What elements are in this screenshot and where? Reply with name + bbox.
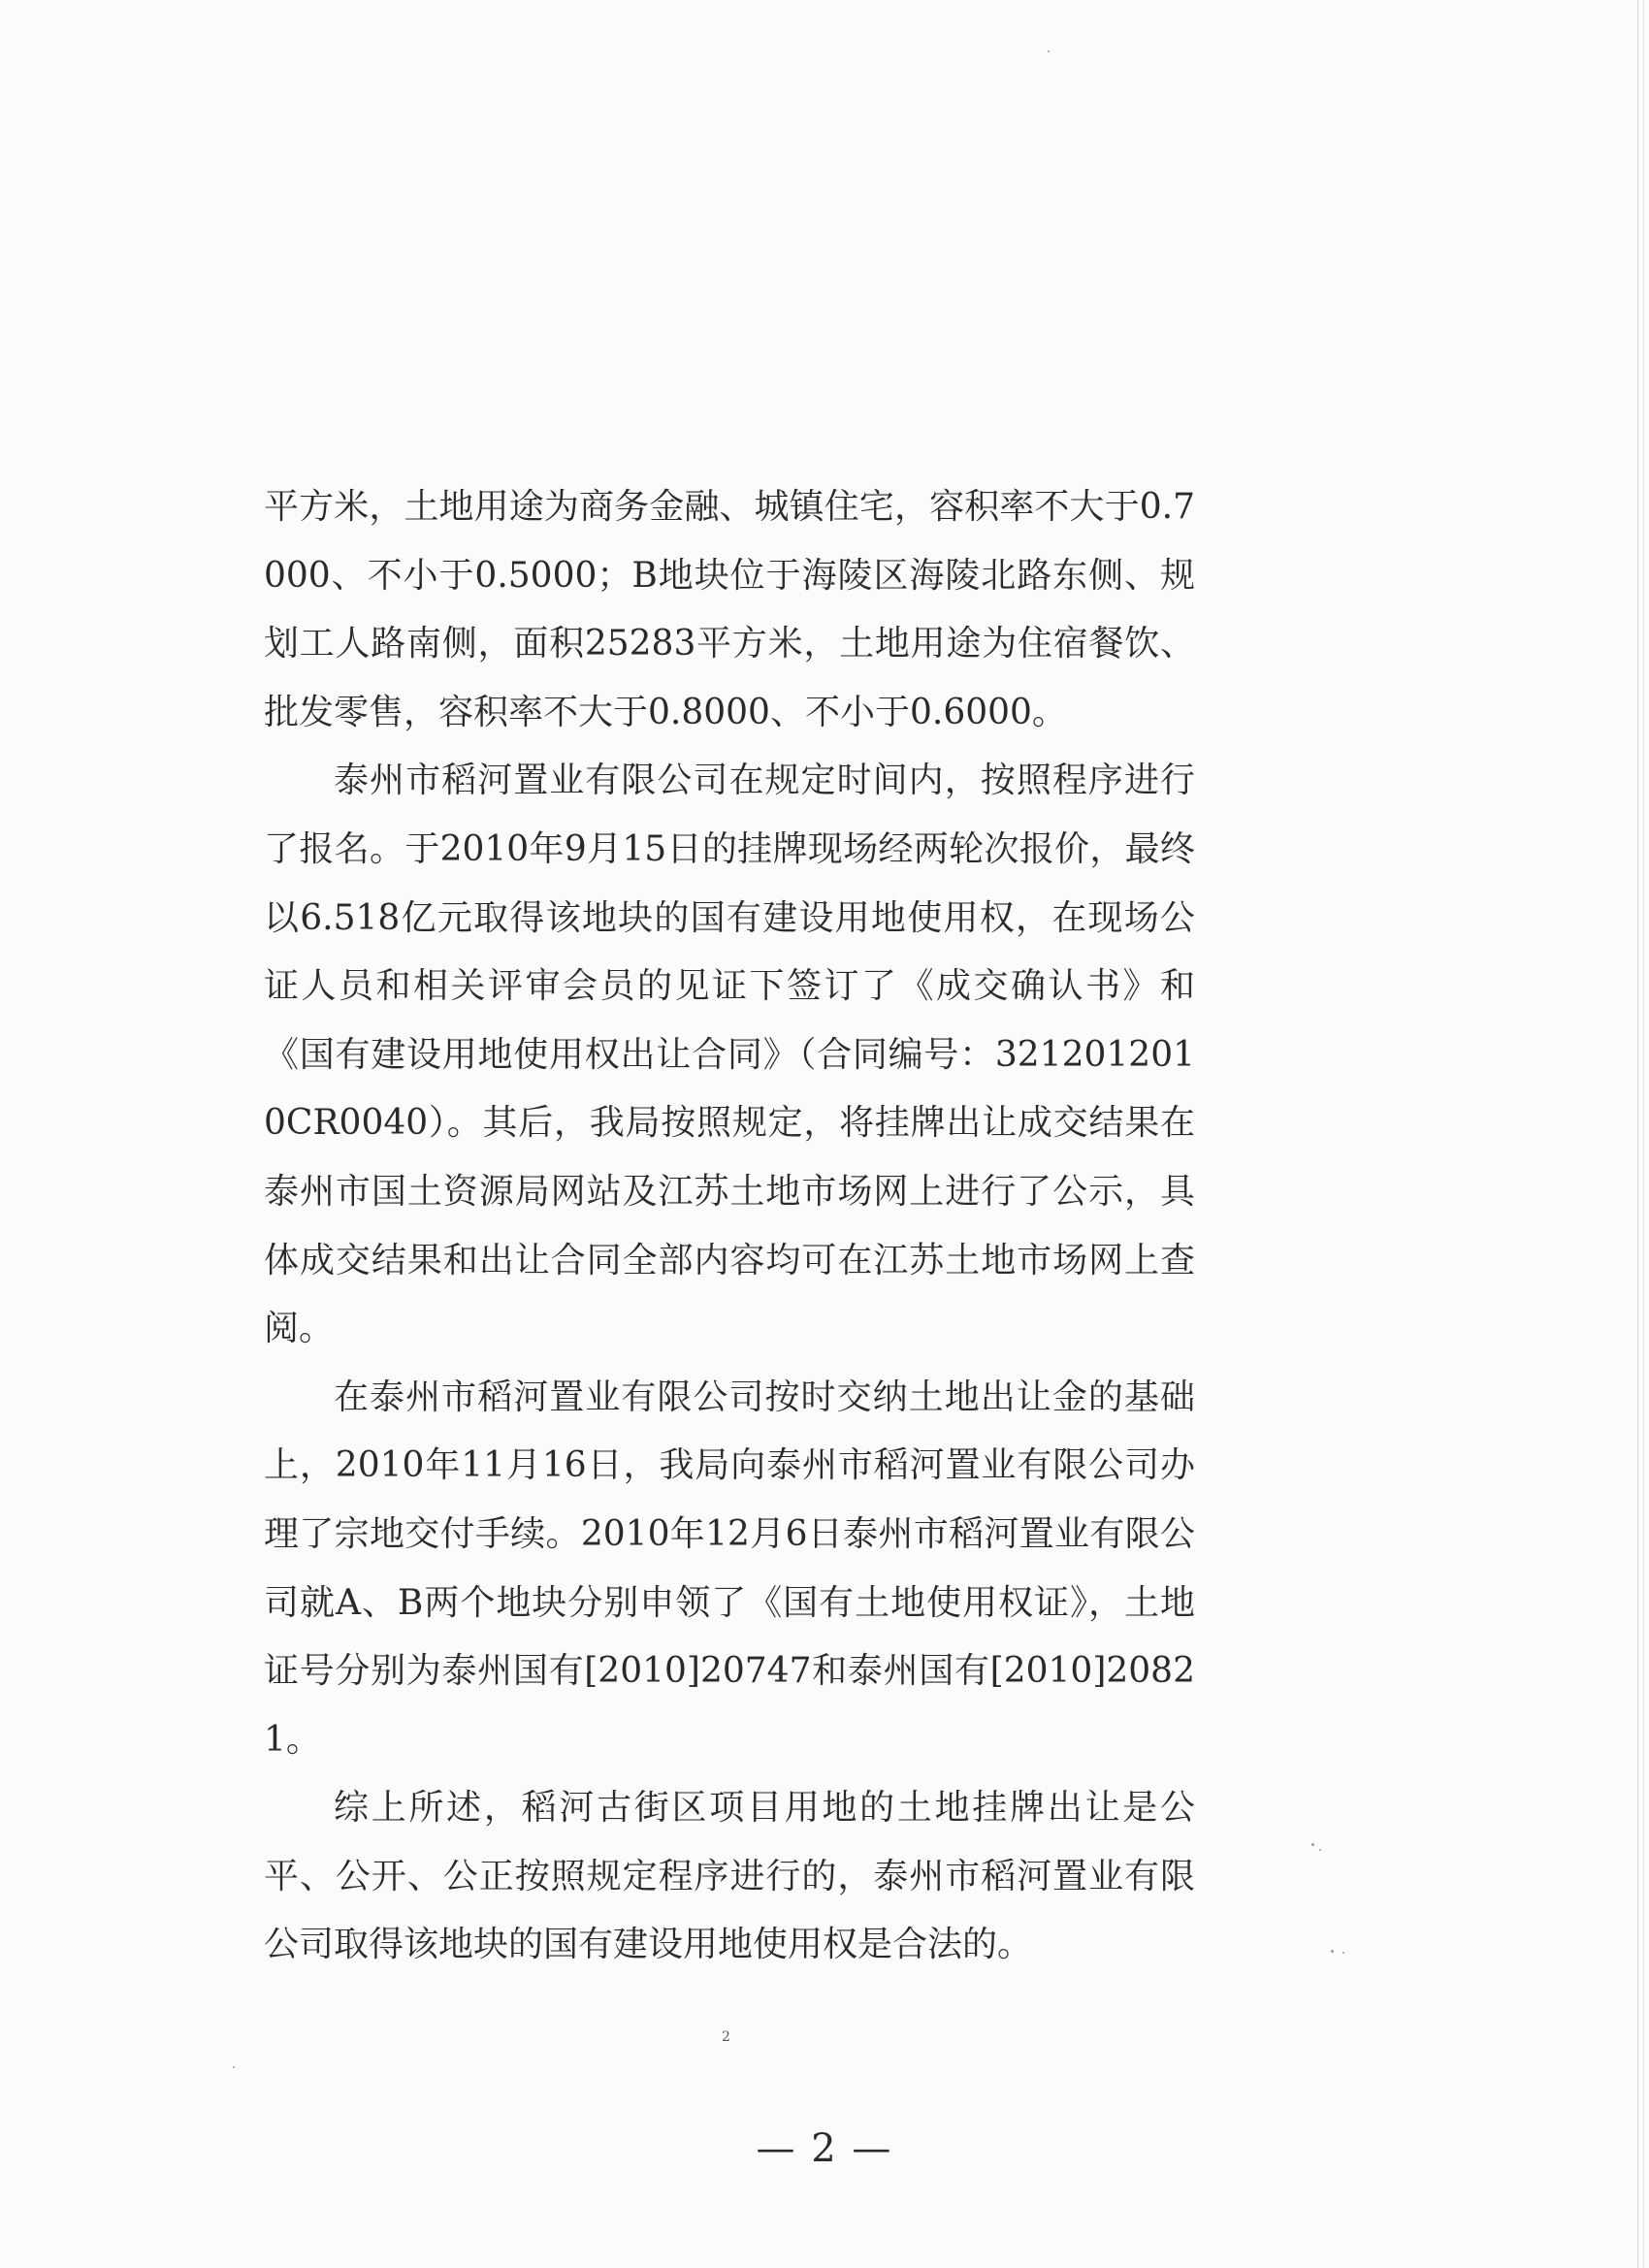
- paragraph-3: 在泰州市稻河置业有限公司按时交纳土地出让金的基础上，2010年11月16日，我局向泰州市稻河置业有限公司办理了宗地交付手续。2010年12月6日泰州市稻河置业有限公司就A、B两个地块分别申领了《国有土地使用权证》，土地证号分别为泰州国有[2010]20747和泰州国有[2010]20821。: [264, 1377, 1195, 1760]
- page-number: — 2 —: [756, 2126, 893, 2171]
- scan-speck: [1311, 1843, 1314, 1846]
- scan-edge-line: [1643, 0, 1644, 2268]
- scan-speck: [233, 2066, 235, 2068]
- scan-edge-line: [1637, 0, 1638, 2268]
- paragraph-1: 平方米，土地用途为商务金融、城镇住宅，容积率不大于0.7000、不小于0.5000；B地块位于海陵区海陵北路东侧、规划工人路南侧，面积25283平方米，土地用途为住宿餐饮、批发零售，容积率不大于0.8000、不小于0.6000。: [264, 487, 1195, 732]
- small-page-mark: 2: [722, 2029, 730, 2045]
- paragraph-2: 泰州市稻河置业有限公司在规定时间内，按照程序进行了报名。于2010年9月15日的挂牌现场经两轮次报价，最终以6.518亿元取得该地块的国有建设用地使用权，在现场公证人员和相关评审会员的见证下签订了《成交确认书》和《国有建设用地使用权出让合同》（合同编号：3212012010CR0040）。其后，我局按照规定，将挂牌出让成交结果在泰州市国土资源局网站及江苏土地市场网上进行了公示，具体成交结果和出让合同全部内容均可在江苏土地市场网上查阅。: [264, 761, 1195, 1349]
- scan-speck: [1331, 1950, 1334, 1953]
- scan-speck: [1048, 50, 1050, 52]
- body-text: [264, 473, 1195, 1980]
- scan-speck: [1342, 1952, 1344, 1954]
- scan-speck: [1319, 1849, 1321, 1851]
- paragraph-4: 综上所述，稻河古街区项目用地的土地挂牌出让是公平、公开、公正按照规定程序进行的，泰州市稻河置业有限公司取得该地块的国有建设用地使用权是合法的。: [264, 1788, 1195, 1965]
